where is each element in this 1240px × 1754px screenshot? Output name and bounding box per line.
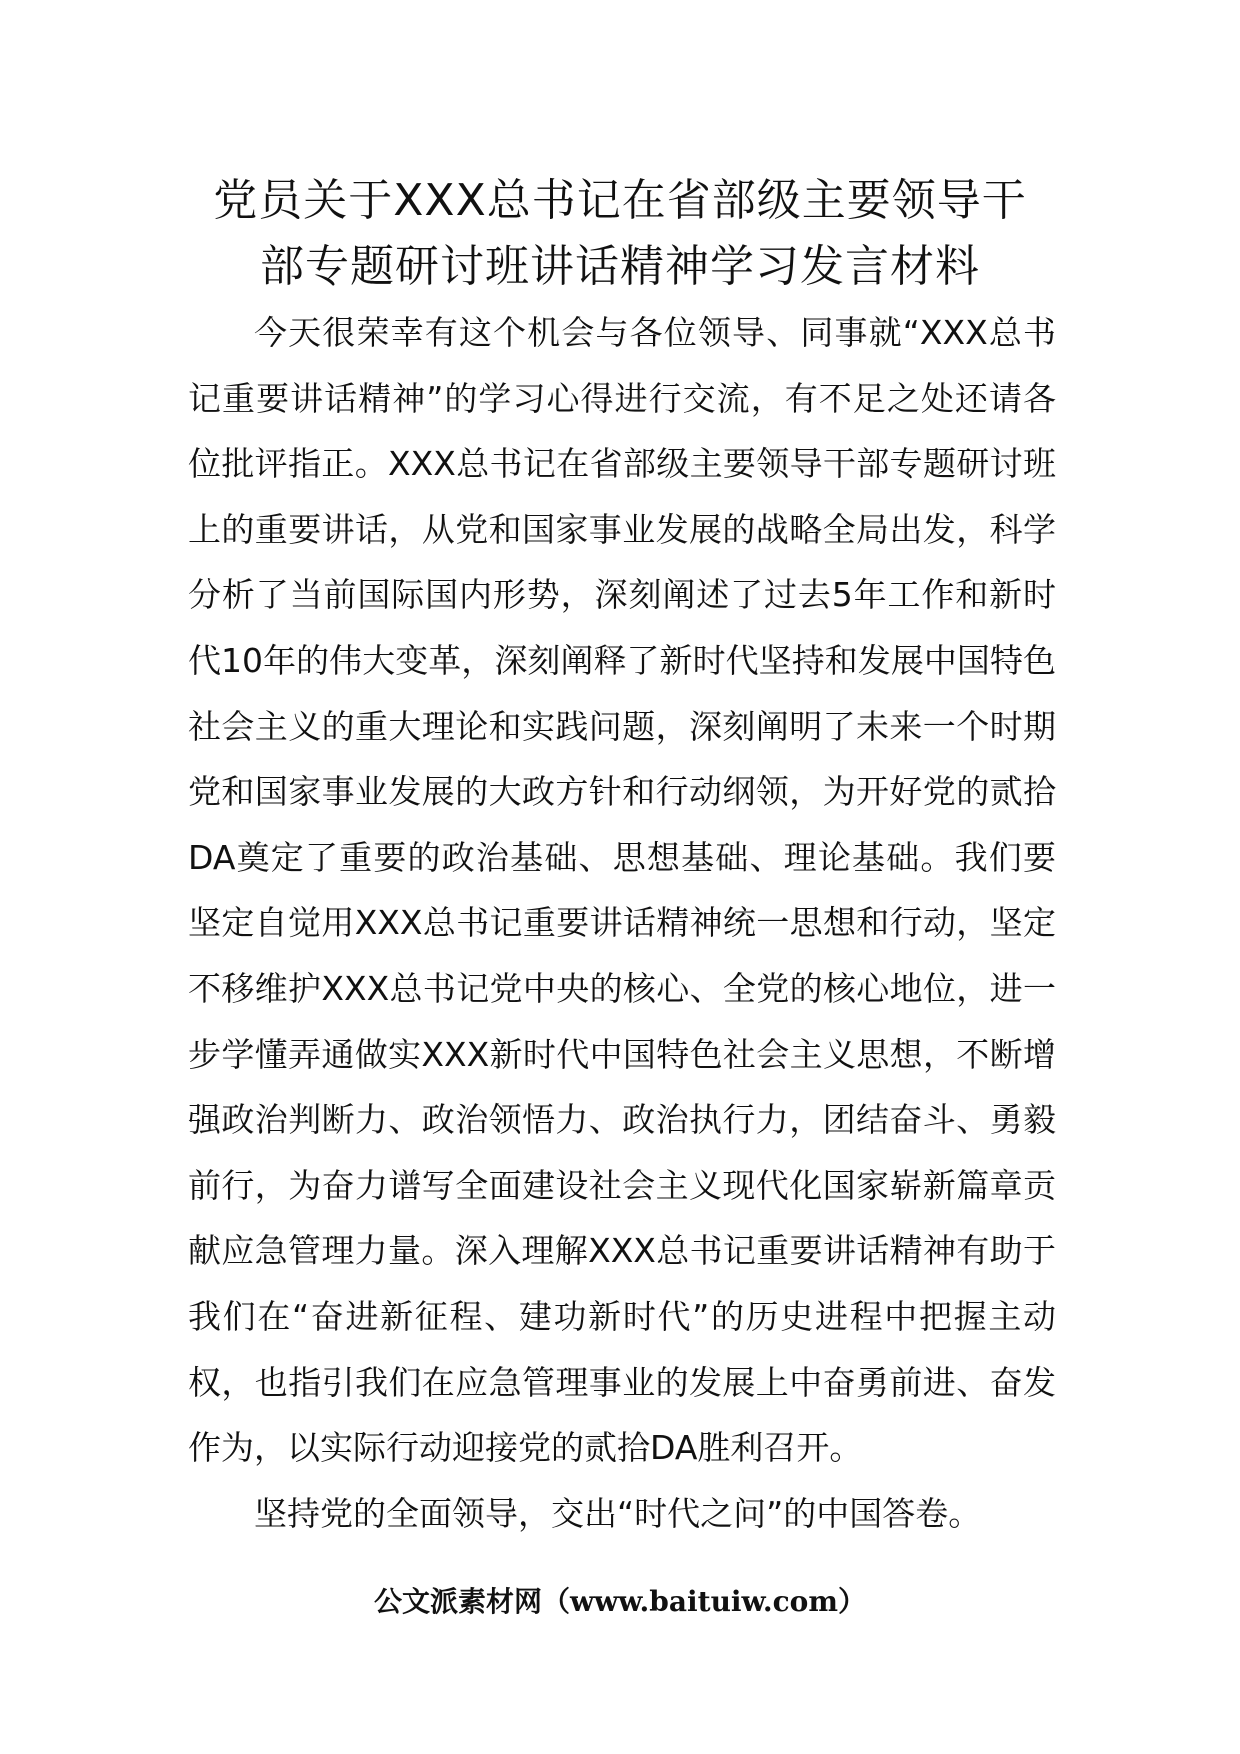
paragraph: 坚持党的全面领导，交出“时代之问”的中国答卷。 [254,1493,982,1533]
document-title [190,168,1050,300]
title-line-1: 党员关于XXX总书记在省部级主要领导干 [213,175,1027,226]
footer-source: 公文派素材网（www.baituiw.com） [374,1585,866,1618]
paragraph: 今天很荣幸有这个机会与各位领导、同事就“XXX总书记重要讲话精神”的学习心得进行交流，有不足之处还请各位批评指正。XXX总书记在省部级主要领导干部专题研讨班上的重要讲话，从党和国家事业发展的战略全局出发，科学分析了当前国际国内形势，深刻阐述了过去5年工作和新时代10年的伟大变革，深刻阐释了新时代坚持和发展中国特色社会主义的重大理论和实践问题，深刻阐明了未来一个时期党和国家事业发展的大政方针和行动纲领，为开好党的贰拾DA奠定了重要的政治基础、思想基础、理论基础。我们要坚定自觉用XXX总书记重要讲话精神统一思想和行动，坚定不移维护XXX总书记党中央的核心、全党的核心地位，进一步学懂弄通做实XXX新时代中国特色社会主义思想，不断增强政治判断力、政治领悟力、政治执行力，团结奋斗、勇毅前行，为奋力谱写全面建设社会主义现代化国家崭新篇章贡献应急管理力量。深入理解XXX总书记重要讲话精神有助于我们在“奋进新征程、建功新时代”的历史进程中把握主动权，也指引我们在应急管理事业的发展上中奋勇前进、奋发作为，以实际行动迎接党的贰拾DA胜利召开。 [188,313,1056,1468]
title-line-2: 部专题研讨班讲话精神学习发言材料 [260,241,980,292]
document-body [188,300,1056,1546]
